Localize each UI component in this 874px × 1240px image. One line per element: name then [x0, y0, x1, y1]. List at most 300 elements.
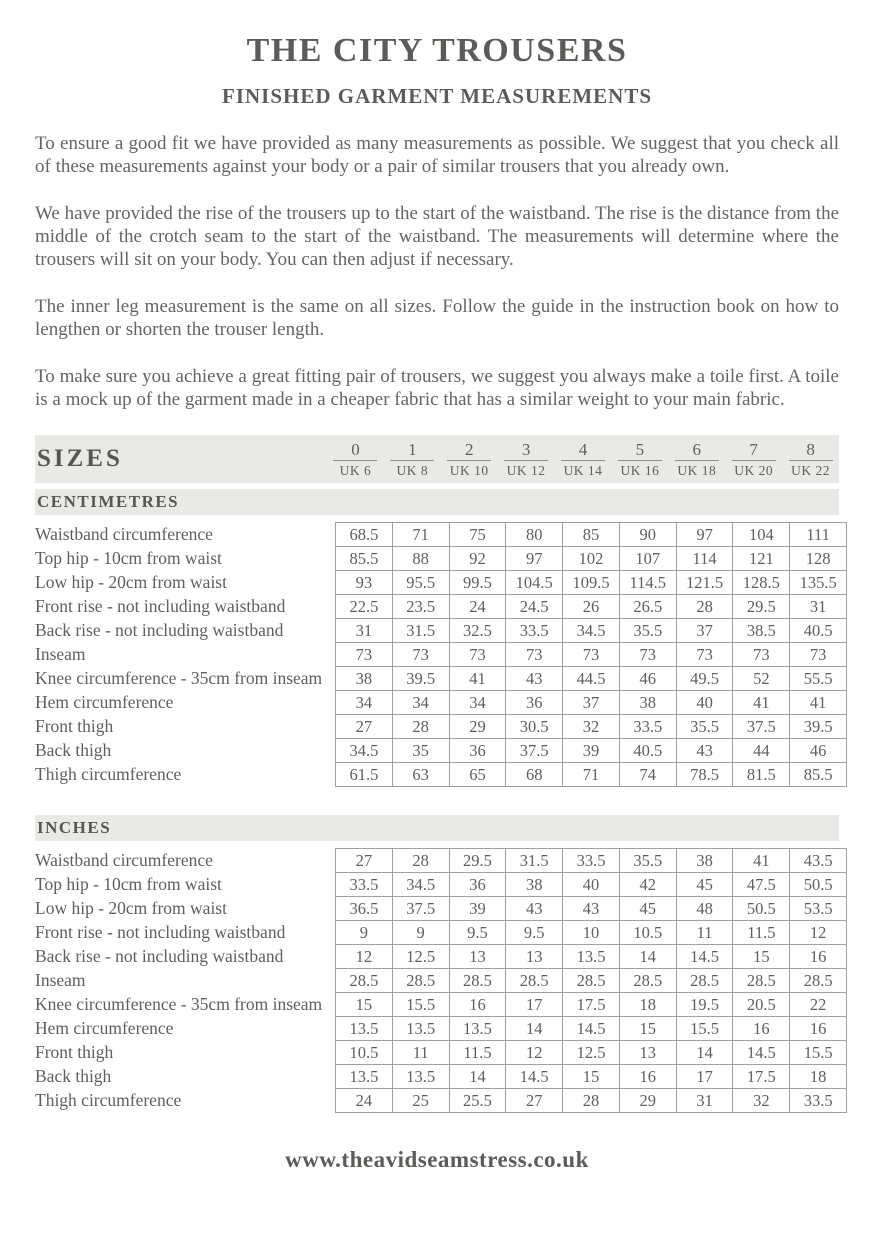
size-column	[668, 440, 725, 479]
measurement-cell: 63	[392, 762, 450, 787]
measurement-cell: 73	[676, 642, 734, 667]
measurement-cell: 15.5	[392, 992, 450, 1017]
measurement-cell: 102	[562, 546, 620, 571]
measurement-cell: 41	[732, 848, 790, 873]
row-cells	[335, 1040, 847, 1065]
measurement-cell: 27	[335, 848, 393, 873]
measurement-cell: 46	[619, 666, 677, 691]
table-row	[35, 1088, 839, 1113]
table-row	[35, 522, 839, 547]
row-cells	[335, 642, 847, 667]
size-divider	[732, 460, 776, 461]
measurement-cell: 11	[676, 920, 734, 945]
measurement-cell: 18	[789, 1064, 847, 1089]
measurement-cell: 13.5	[449, 1016, 507, 1041]
measurement-cell: 9	[335, 920, 393, 945]
row-label: Low hip - 20cm from waist	[35, 572, 227, 593]
measurement-cell: 68	[505, 762, 563, 787]
size-uk-label: UK 18	[677, 462, 717, 478]
measurement-cell: 15	[562, 1064, 620, 1089]
measurement-cell: 28.5	[789, 968, 847, 993]
measurement-cell: 15	[335, 992, 393, 1017]
row-label: Knee circumference - 35cm from inseam	[35, 994, 323, 1015]
measurement-cell: 74	[619, 762, 677, 787]
measurement-cell: 13	[619, 1040, 677, 1065]
measurement-cell: 16	[449, 992, 507, 1017]
measurement-cell: 40.5	[619, 738, 677, 763]
measurement-cell: 26.5	[619, 594, 677, 619]
measurement-cell: 36	[505, 690, 563, 715]
row-cells	[335, 1088, 847, 1113]
row-cells	[335, 1064, 847, 1089]
row-label: Knee circumference - 35cm from inseam	[35, 668, 323, 689]
measurement-cell: 73	[449, 642, 507, 667]
table-row	[35, 618, 839, 643]
row-cells	[335, 896, 847, 921]
intro-paragraph-rise: We have provided the rise of the trousers up to the start of the waistband. The rise is the distance from the middle of the crotch seam to the start of the waistband. The measurements will determine where the trousers will sit on your body. You can then adjust if necessary.	[35, 202, 839, 271]
page-subtitle: FINISHED GARMENT MEASUREMENTS	[222, 84, 652, 108]
measurement-cell: 38	[505, 872, 563, 897]
size-number: 5	[635, 439, 645, 459]
measurement-cell: 12	[335, 944, 393, 969]
measurement-cell: 43.5	[789, 848, 847, 873]
measurement-cell: 28	[562, 1088, 620, 1113]
measurement-cell: 16	[789, 944, 847, 969]
size-column	[555, 440, 612, 479]
table-row	[35, 666, 839, 691]
measurement-cell: 31.5	[505, 848, 563, 873]
measurement-cell: 36	[449, 738, 507, 763]
measurement-cell: 28	[676, 594, 734, 619]
measurement-cell: 111	[789, 522, 847, 547]
size-number: 7	[749, 439, 758, 459]
measurement-cell: 33.5	[789, 1088, 847, 1113]
measurement-cell: 36	[449, 872, 507, 897]
measurement-cell: 109.5	[562, 570, 620, 595]
measurement-cell: 14.5	[562, 1016, 620, 1041]
row-cells	[335, 992, 847, 1017]
measurement-cell: 19.5	[676, 992, 734, 1017]
measurement-cell: 121	[732, 546, 790, 571]
measurement-cell: 10.5	[619, 920, 677, 945]
measurement-cell: 38	[619, 690, 677, 715]
row-cells	[335, 762, 847, 787]
measurement-cell: 9.5	[449, 920, 507, 945]
measurement-cell: 37.5	[392, 896, 450, 921]
size-uk-label: UK 6	[339, 462, 372, 478]
table-row	[35, 1064, 839, 1089]
row-label: Hem circumference	[35, 1018, 174, 1039]
measurement-cell: 36.5	[335, 896, 393, 921]
table-row	[35, 762, 839, 787]
measurement-cell: 13	[449, 944, 507, 969]
measurement-cell: 17.5	[732, 1064, 790, 1089]
measurement-cell: 16	[732, 1016, 790, 1041]
row-label: Back rise - not including waistband	[35, 620, 284, 641]
measurement-cell: 37	[676, 618, 734, 643]
row-label: Front rise - not including waistband	[35, 922, 286, 943]
measurement-cell: 14	[619, 944, 677, 969]
table-row	[35, 714, 839, 739]
measurement-cell: 31	[789, 594, 847, 619]
measurement-cell: 12	[505, 1040, 563, 1065]
measurement-cell: 44	[732, 738, 790, 763]
measurement-cell: 41	[732, 690, 790, 715]
measurement-cell: 12	[789, 920, 847, 945]
measurement-cell: 104	[732, 522, 790, 547]
size-divider	[447, 460, 491, 461]
measurement-cell: 71	[562, 762, 620, 787]
measurement-cell: 31.5	[392, 618, 450, 643]
size-uk-label: UK 10	[449, 462, 489, 478]
centimetres-band	[35, 489, 839, 515]
measurement-cell: 68.5	[335, 522, 393, 547]
centimetres-table	[35, 522, 839, 787]
measurement-cell: 90	[619, 522, 677, 547]
table-row	[35, 848, 839, 873]
measurement-cell: 52	[732, 666, 790, 691]
measurement-cell: 29	[619, 1088, 677, 1113]
measurement-cell: 93	[335, 570, 393, 595]
measurement-cell: 33.5	[335, 872, 393, 897]
row-label: Hem circumference	[35, 692, 174, 713]
size-columns	[327, 440, 839, 479]
measurement-cell: 34	[392, 690, 450, 715]
measurement-cell: 28.5	[505, 968, 563, 993]
row-label: Inseam	[35, 970, 86, 991]
measurement-cell: 11	[392, 1040, 450, 1065]
measurement-cell: 75	[449, 522, 507, 547]
measurement-cell: 11.5	[449, 1040, 507, 1065]
measurement-cell: 92	[449, 546, 507, 571]
measurement-cell: 40	[676, 690, 734, 715]
inches-band	[35, 815, 839, 841]
measurement-cell: 43	[562, 896, 620, 921]
measurement-cell: 13.5	[562, 944, 620, 969]
row-label: Front thigh	[35, 716, 114, 737]
row-label: Top hip - 10cm from waist	[35, 548, 222, 569]
measurement-cell: 28	[392, 714, 450, 739]
size-divider	[504, 460, 548, 461]
row-cells	[335, 738, 847, 763]
measurement-cell: 32.5	[449, 618, 507, 643]
measurement-cell: 49.5	[676, 666, 734, 691]
measurement-cell: 29	[449, 714, 507, 739]
size-divider	[333, 460, 377, 461]
row-label: Low hip - 20cm from waist	[35, 898, 227, 919]
row-cells	[335, 690, 847, 715]
size-number: 2	[464, 439, 474, 459]
measurement-cell: 121.5	[676, 570, 734, 595]
website-url: www.theavidseamstress.co.uk	[285, 1147, 589, 1173]
measurement-cell: 61.5	[335, 762, 393, 787]
measurement-cell: 28.5	[449, 968, 507, 993]
centimetres-heading: CENTIMETRES	[37, 492, 180, 512]
measurement-cell: 34	[449, 690, 507, 715]
row-label: Front thigh	[35, 1042, 114, 1063]
measurement-cell: 53.5	[789, 896, 847, 921]
measurement-cell: 81.5	[732, 762, 790, 787]
measurement-cell: 97	[505, 546, 563, 571]
row-cells	[335, 920, 847, 945]
measurement-cell: 128.5	[732, 570, 790, 595]
measurement-cell: 35	[392, 738, 450, 763]
table-row	[35, 944, 839, 969]
measurement-cell: 15	[732, 944, 790, 969]
measurement-cell: 39.5	[789, 714, 847, 739]
size-divider	[618, 460, 662, 461]
measurement-cell: 18	[619, 992, 677, 1017]
table-row	[35, 1016, 839, 1041]
measurement-cell: 14	[449, 1064, 507, 1089]
row-label: Inseam	[35, 644, 86, 665]
measurement-cell: 31	[676, 1088, 734, 1113]
measurement-cell: 128	[789, 546, 847, 571]
measurement-cell: 99.5	[449, 570, 507, 595]
row-cells	[335, 968, 847, 993]
measurement-cell: 32	[562, 714, 620, 739]
measurement-cell: 34.5	[335, 738, 393, 763]
measurement-cell: 65	[449, 762, 507, 787]
intro-paragraph-inner-leg: The inner leg measurement is the same on all sizes. Follow the guide in the instruction book on how to lengthen or shorten the trouser length.	[35, 295, 839, 341]
measurement-cell: 14	[505, 1016, 563, 1041]
measurement-cell: 95.5	[392, 570, 450, 595]
size-column	[725, 440, 782, 479]
measurement-cell: 14.5	[676, 944, 734, 969]
measurement-cell: 85.5	[335, 546, 393, 571]
measurement-cell: 13	[505, 944, 563, 969]
row-cells	[335, 546, 847, 571]
measurement-cell: 13.5	[335, 1064, 393, 1089]
row-label: Back thigh	[35, 740, 112, 761]
row-cells	[335, 944, 847, 969]
table-row	[35, 594, 839, 619]
row-cells	[335, 522, 847, 547]
measurement-cell: 28.5	[676, 968, 734, 993]
measurement-cell: 85.5	[789, 762, 847, 787]
measurement-cell: 104.5	[505, 570, 563, 595]
size-divider	[561, 460, 605, 461]
measurement-cell: 15.5	[676, 1016, 734, 1041]
measurement-cell: 29.5	[449, 848, 507, 873]
measurement-cell: 55.5	[789, 666, 847, 691]
row-cells	[335, 570, 847, 595]
measurement-cell: 29.5	[732, 594, 790, 619]
measurement-cell: 14	[676, 1040, 734, 1065]
measurement-cell: 50.5	[732, 896, 790, 921]
size-column	[611, 440, 668, 479]
row-cells	[335, 872, 847, 897]
measurement-cell: 50.5	[789, 872, 847, 897]
measurement-cell: 34.5	[392, 872, 450, 897]
measurement-cell: 35.5	[676, 714, 734, 739]
measurement-cell: 46	[789, 738, 847, 763]
measurement-cell: 10.5	[335, 1040, 393, 1065]
measurement-cell: 28	[392, 848, 450, 873]
measurement-cell: 38	[335, 666, 393, 691]
size-number: 1	[408, 439, 417, 459]
size-uk-label: UK 12	[506, 462, 546, 478]
inches-heading: INCHES	[37, 818, 112, 838]
measurement-cell: 12.5	[392, 944, 450, 969]
measurement-cell: 9	[392, 920, 450, 945]
measurement-cell: 38	[676, 848, 734, 873]
size-uk-label: UK 22	[791, 462, 830, 478]
measurement-cell: 28.5	[562, 968, 620, 993]
measurement-cell: 40	[562, 872, 620, 897]
row-label: Thigh circumference	[35, 1090, 182, 1111]
measurement-cell: 37	[562, 690, 620, 715]
measurement-cell: 32	[732, 1088, 790, 1113]
measurement-cell: 37.5	[732, 714, 790, 739]
size-number: 0	[351, 439, 360, 459]
measurement-cell: 78.5	[676, 762, 734, 787]
row-cells	[335, 594, 847, 619]
measurement-cell: 38.5	[732, 618, 790, 643]
measurement-cell: 73	[505, 642, 563, 667]
row-label: Waistband circumference	[35, 850, 213, 871]
inches-table	[35, 848, 839, 1113]
measurement-cell: 22.5	[335, 594, 393, 619]
measurement-cell: 11.5	[732, 920, 790, 945]
size-number: 3	[521, 439, 531, 459]
measurement-cell: 39.5	[392, 666, 450, 691]
measurement-cell: 37.5	[505, 738, 563, 763]
measurement-cell: 13.5	[392, 1016, 450, 1041]
size-number: 4	[578, 439, 588, 459]
row-cells	[335, 666, 847, 691]
measurement-cell: 30.5	[505, 714, 563, 739]
sizes-heading: SIZES	[37, 445, 123, 473]
measurement-cell: 41	[449, 666, 507, 691]
measurement-cell: 43	[505, 896, 563, 921]
table-row	[35, 872, 839, 897]
page-title: THE CITY TROUSERS	[246, 32, 628, 69]
measurement-cell: 45	[619, 896, 677, 921]
measurement-cell: 9.5	[505, 920, 563, 945]
measurement-cell: 33.5	[562, 848, 620, 873]
measurement-cell: 13.5	[392, 1064, 450, 1089]
measurement-cell: 28.5	[732, 968, 790, 993]
row-cells	[335, 714, 847, 739]
row-cells	[335, 618, 847, 643]
measurement-cell: 35.5	[619, 848, 677, 873]
table-row	[35, 992, 839, 1017]
size-uk-label: UK 14	[563, 462, 603, 478]
measurement-cell: 10	[562, 920, 620, 945]
measurement-cell: 97	[676, 522, 734, 547]
table-row	[35, 570, 839, 595]
measurement-cell: 16	[619, 1064, 677, 1089]
row-label: Back rise - not including waistband	[35, 946, 284, 967]
measurement-cell: 22	[789, 992, 847, 1017]
measurement-cell: 15	[619, 1016, 677, 1041]
measurement-cell: 43	[505, 666, 563, 691]
row-label: Waistband circumference	[35, 524, 213, 545]
measurement-cell: 45	[676, 872, 734, 897]
intro-paragraph-toile: To make sure you achieve a great fitting pair of trousers, we suggest you always make a toile first. A toile is a mock up of the garment made in a cheaper fabric that has a similar weight to your main fabric.	[35, 365, 839, 410]
size-column	[498, 440, 555, 479]
measurement-cell: 88	[392, 546, 450, 571]
measurement-cell: 33.5	[619, 714, 677, 739]
measurement-cell: 20.5	[732, 992, 790, 1017]
row-label: Front rise - not including waistband	[35, 596, 286, 617]
size-divider	[390, 460, 434, 461]
row-cells	[335, 1016, 847, 1041]
measurement-cell: 34	[335, 690, 393, 715]
measurement-cell: 16	[789, 1016, 847, 1041]
size-column	[327, 440, 384, 479]
measurement-cell: 26	[562, 594, 620, 619]
sizes-header-band	[35, 435, 839, 483]
measurement-cell: 25.5	[449, 1088, 507, 1113]
size-column	[441, 440, 498, 479]
measurement-cell: 17	[676, 1064, 734, 1089]
intro-paragraph-fit: To ensure a good fit we have provided as many measurements as possible. We suggest that you check all of these measurements against your body or a pair of similar trousers that you already own.	[35, 133, 839, 178]
measurement-cell: 41	[789, 690, 847, 715]
row-label: Back thigh	[35, 1066, 112, 1087]
size-uk-label: UK 16	[620, 462, 660, 478]
measurement-cell: 13.5	[335, 1016, 393, 1041]
measurement-cell: 114.5	[619, 570, 677, 595]
measurement-cell: 73	[619, 642, 677, 667]
row-label: Thigh circumference	[35, 764, 182, 785]
table-row	[35, 968, 839, 993]
measurement-cell: 24	[449, 594, 507, 619]
measurement-cell: 71	[392, 522, 450, 547]
table-row	[35, 920, 839, 945]
measurement-cell: 24	[335, 1088, 393, 1113]
measurement-cell: 28.5	[619, 968, 677, 993]
measurement-cell: 73	[562, 642, 620, 667]
measurement-cell: 25	[392, 1088, 450, 1113]
size-divider	[789, 460, 833, 461]
measurement-cell: 28.5	[392, 968, 450, 993]
measurement-cell: 24.5	[505, 594, 563, 619]
measurement-cell: 39	[562, 738, 620, 763]
measurement-cell: 43	[676, 738, 734, 763]
measurement-cell: 39	[449, 896, 507, 921]
measurement-cell: 114	[676, 546, 734, 571]
table-row	[35, 738, 839, 763]
table-row	[35, 546, 839, 571]
measurement-cell: 42	[619, 872, 677, 897]
row-cells	[335, 848, 847, 873]
row-label: Top hip - 10cm from waist	[35, 874, 222, 895]
measurement-cell: 31	[335, 618, 393, 643]
measurement-cell: 28.5	[335, 968, 393, 993]
measurement-cell: 85	[562, 522, 620, 547]
table-row	[35, 642, 839, 667]
measurement-cell: 44.5	[562, 666, 620, 691]
measurement-cell: 73	[789, 642, 847, 667]
measurement-cell: 14.5	[732, 1040, 790, 1065]
measurement-cell: 33.5	[505, 618, 563, 643]
measurement-cell: 27	[505, 1088, 563, 1113]
measurement-cell: 35.5	[619, 618, 677, 643]
measurement-cell: 80	[505, 522, 563, 547]
measurement-cell: 73	[392, 642, 450, 667]
size-uk-label: UK 8	[396, 462, 429, 478]
size-number: 8	[806, 439, 815, 459]
measurement-cell: 73	[335, 642, 393, 667]
measurement-cell: 17.5	[562, 992, 620, 1017]
measurement-cell: 14.5	[505, 1064, 563, 1089]
measurement-cell: 12.5	[562, 1040, 620, 1065]
measurement-cell: 73	[732, 642, 790, 667]
measurement-cell: 27	[335, 714, 393, 739]
measurement-cell: 48	[676, 896, 734, 921]
